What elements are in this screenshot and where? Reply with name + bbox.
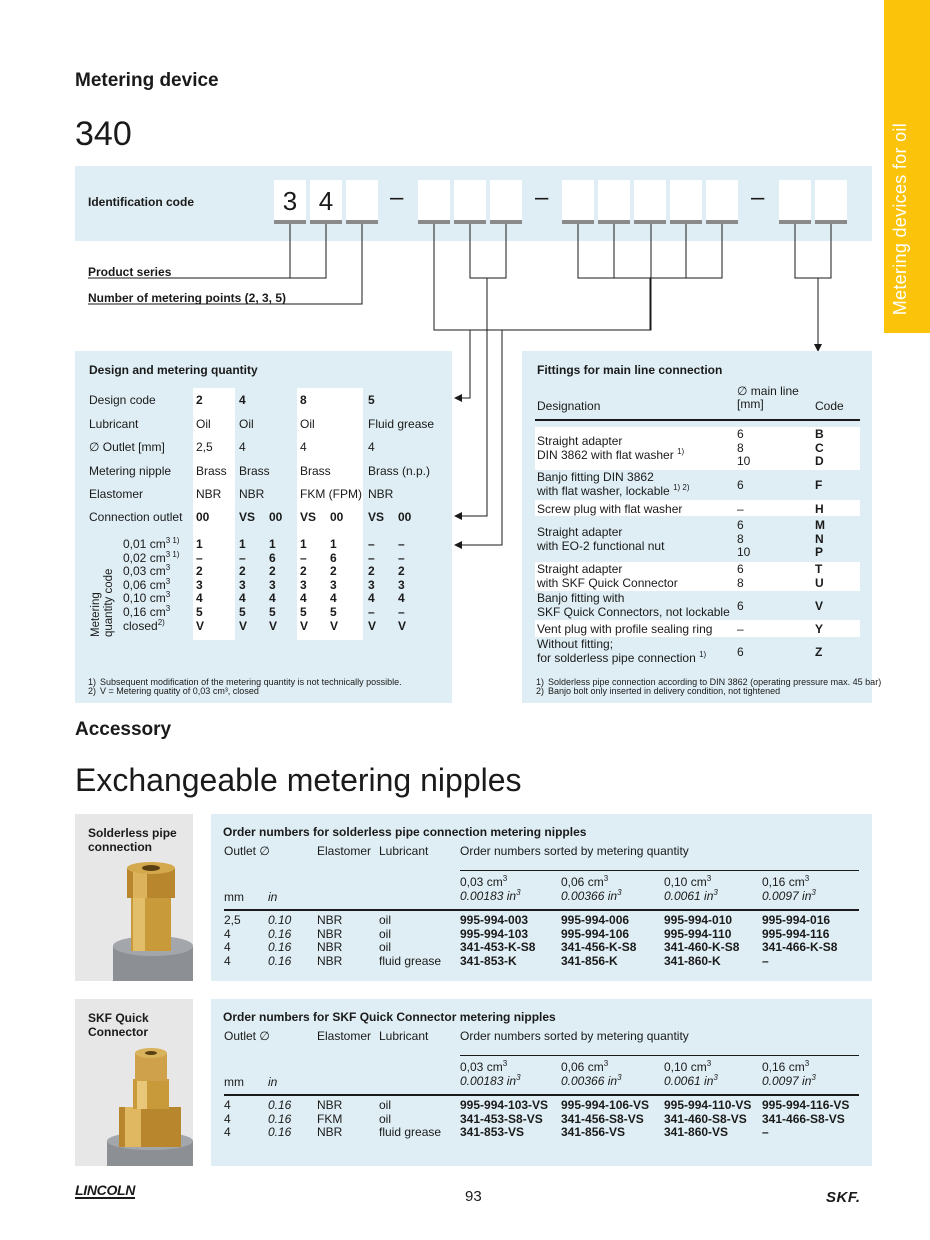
quantity-code: 3 xyxy=(239,577,246,592)
col-sorted: Order numbers sorted by metering quantity xyxy=(460,1029,689,1043)
fittings-designation: Without fitting; for solderless pipe connection $^{1)}$ xyxy=(537,637,707,665)
quantity-code: 2 xyxy=(196,564,203,579)
quantity-code: 6 xyxy=(330,550,337,565)
col-elastomer: Elastomer xyxy=(317,844,372,858)
col-elastomer: Elastomer xyxy=(317,1029,372,1043)
col-sorted: Order numbers sorted by metering quantity xyxy=(460,844,689,858)
design-value: Oil xyxy=(239,417,254,431)
quantity-code: 4 xyxy=(300,591,307,606)
table-column: 0.16 0.16 0.16 xyxy=(268,1098,292,1140)
quantity-code: 2 xyxy=(269,564,276,579)
outlet-value: 00 xyxy=(196,510,210,524)
solderless-nipple-image xyxy=(75,814,193,981)
quantity-code: 2 xyxy=(300,564,307,579)
design-code-value: 5 xyxy=(368,393,375,407)
table-rule xyxy=(460,1055,859,1056)
quantity-axis-line: quantity code xyxy=(103,568,115,637)
design-value: Oil xyxy=(196,417,211,431)
fittings-designation: Vent plug with profile sealing ring xyxy=(537,622,713,636)
quantity-code: – xyxy=(368,550,375,565)
col-lubricant: Lubricant xyxy=(379,1029,429,1043)
fittings-codes: T U xyxy=(815,562,824,590)
design-panel-title: Design and metering quantity xyxy=(89,363,258,377)
order-table-title: Order numbers for SKF Quick Connector metering nipples xyxy=(223,1010,556,1024)
design-value: 4 xyxy=(239,440,246,454)
quantity-code: 3 xyxy=(368,577,375,592)
col-lubricant: Lubricant xyxy=(379,844,429,858)
quantity-header: 0,16 $cm^3$ 0.0097 $in^3$ xyxy=(762,1059,816,1088)
fittings-sizes: 6 xyxy=(737,478,744,492)
quantity-label: 0,10 $cm^3$ xyxy=(123,590,171,606)
outlet-value: VS xyxy=(239,510,256,524)
quantity-code: 3 xyxy=(398,577,405,592)
design-value: Oil xyxy=(300,417,315,431)
unit-mm: mm xyxy=(224,890,244,904)
fittings-sizes: – xyxy=(737,622,744,636)
section-heading: Metering device xyxy=(75,70,219,91)
table-column: 2,5 4 4 4 xyxy=(224,913,241,968)
quantity-code: 1 xyxy=(196,537,203,551)
table-rule xyxy=(224,1094,859,1096)
id-dash: – xyxy=(751,184,765,211)
quantity-code: 2 xyxy=(398,564,405,579)
quantity-code: 3 xyxy=(330,577,337,592)
table-column: 4 4 4 xyxy=(224,1098,231,1140)
fittings-header-designation: Designation xyxy=(537,399,601,413)
fittings-sizes: 6 8 xyxy=(737,562,744,590)
table-column: oil oil fluid grease xyxy=(379,1098,442,1140)
design-value: FKM (FPM) xyxy=(300,487,362,501)
quantity-code: V xyxy=(398,618,407,633)
quantity-label: closed$^{2)}$ xyxy=(123,617,165,633)
quantity-code: – xyxy=(239,550,246,565)
table-rule xyxy=(224,909,859,911)
number-metering-points-label: Number of metering points (2, 3, 5) xyxy=(88,291,287,305)
table-column: NBR NBR NBR NBR xyxy=(317,913,343,968)
quantity-label: 0,06 $cm^3$ xyxy=(123,576,171,592)
quantity-code: 2 xyxy=(330,564,337,579)
unit-in: in xyxy=(268,1075,278,1089)
id-dash: – xyxy=(390,184,404,211)
quantity-code-column xyxy=(269,538,277,633)
fittings-designation: Screw plug with flat washer xyxy=(537,502,683,516)
quantity-code: 1 xyxy=(330,537,337,551)
unit-mm: mm xyxy=(224,1075,244,1089)
order-table-title: Order numbers for solderless pipe connection metering nipples xyxy=(223,825,587,839)
quantity-code: V xyxy=(300,618,309,633)
fittings-sizes: 6 xyxy=(737,645,744,659)
fittings-designation: Straight adapter with EO-2 functional nut xyxy=(537,525,665,553)
table-column: 995-994-110-VS 341-460-S8-VS 341-860-VS xyxy=(664,1098,752,1140)
quantity-header: 0,16 $cm^3$ 0.0097 $in^3$ xyxy=(762,874,816,903)
lincoln-logo: LINCOLN xyxy=(75,1182,136,1198)
design-value: NBR xyxy=(239,487,265,501)
quantity-code: 1 xyxy=(239,537,246,551)
quantity-label: 0,02 $cm^{3 1)}$ xyxy=(123,549,180,565)
quantity-code: 2 xyxy=(239,564,246,579)
quantity-code: 1 xyxy=(300,537,307,551)
product-title: 340 xyxy=(75,115,132,153)
quantity-label: 0,16 $cm^3$ xyxy=(123,603,171,619)
design-row-label: Elastomer xyxy=(89,487,144,501)
fittings-panel-title: Fittings for main line connection xyxy=(537,363,723,377)
table-column: 995-994-010 995-994-110 341-460-K-S8 341-860-K xyxy=(664,913,740,968)
fittings-designation: Banjo fitting DIN 3862 with flat washer, lockable $^{1) 2)}$ xyxy=(537,470,690,498)
quantity-code: – xyxy=(368,537,375,551)
table-column: oil oil oil fluid grease xyxy=(379,913,442,968)
quantity-code: 1 xyxy=(269,537,276,551)
quantity-code: 5 xyxy=(330,604,337,619)
solderless-nipple-photo xyxy=(75,854,193,981)
fittings-designation: Straight adapter DIN 3862 with flat washer $^{1)}$ xyxy=(537,434,685,462)
design-code-value: 2 xyxy=(196,393,203,407)
unit-in: in xyxy=(268,890,278,904)
quantity-code: 4 xyxy=(269,591,276,606)
outlet-value: 00 xyxy=(330,510,344,524)
design-footnote: 1) Subsequent modification of the metering quantity is not technically possible. xyxy=(88,677,402,687)
quantity-code: 2 xyxy=(368,564,375,579)
quantity-code-column xyxy=(196,538,204,633)
quantity-code-column xyxy=(330,538,338,633)
table-column: 995-994-116-VS 341-466-S8-VS – xyxy=(762,1098,850,1140)
fittings-codes: Z xyxy=(815,645,823,659)
quantity-code: – xyxy=(196,550,203,565)
fittings-sizes: 6 8 10 xyxy=(737,518,751,559)
skf-logo: SKF. xyxy=(826,1189,861,1206)
design-value: Brass xyxy=(239,464,270,478)
quantity-code: 5 xyxy=(269,604,276,619)
quantity-code: 4 xyxy=(398,591,405,606)
quantity-code: 4 xyxy=(239,591,246,606)
outlet-value: VS xyxy=(300,510,317,524)
table-column: 995-994-103-VS 341-453-S8-VS 341-853-VS xyxy=(460,1098,549,1140)
quantity-header: 0,10 $cm^3$ 0.0061 $in^3$ xyxy=(664,1059,718,1088)
fittings-codes: B C D xyxy=(815,427,824,468)
design-value: NBR xyxy=(368,487,394,501)
id-cell: 3 xyxy=(274,180,306,224)
fittings-codes: V xyxy=(815,599,824,613)
design-code-value: 4 xyxy=(239,393,246,407)
quantity-header: 0,06 $cm^3$ 0.00366 $in^3$ xyxy=(561,874,622,903)
quick-connector-nipple-photo xyxy=(75,1039,193,1166)
design-value: Fluid grease xyxy=(368,417,435,431)
table-column: 0.10 0.16 0.16 0.16 xyxy=(268,913,292,968)
quantity-axis-label xyxy=(90,569,116,637)
design-footnote: 2) V = Metering quatity of 0,03 cm³, closed xyxy=(88,686,259,696)
fittings-footnote: 1) Solderless pipe connection according to DIN 3862 (operating pressure max. 45 bar) xyxy=(536,677,882,687)
design-value: 4 xyxy=(368,440,375,454)
fittings-codes: H xyxy=(815,502,824,516)
fittings-codes: F xyxy=(815,478,823,492)
design-row-label: Design code xyxy=(89,393,156,407)
quantity-code: V xyxy=(239,618,248,633)
fittings-sizes: – xyxy=(737,502,744,516)
id-dash: – xyxy=(535,184,549,211)
quantity-code: 3 xyxy=(269,577,276,592)
outlet-value: VS xyxy=(368,510,385,524)
quantity-code: 5 xyxy=(239,604,246,619)
accessory-title: Exchangeable metering nipples xyxy=(75,762,522,798)
quantity-code: V xyxy=(269,618,278,633)
quantity-code: 5 xyxy=(196,604,203,619)
quantity-code: V xyxy=(368,618,377,633)
quantity-code: 4 xyxy=(330,591,337,606)
quantity-header: 0,03 $cm^3$ 0.00183 $in^3$ xyxy=(460,874,521,903)
design-value: 2,5 xyxy=(196,440,213,454)
quantity-label: 0,01 $cm^{3 1)}$ xyxy=(123,536,180,551)
quantity-code-column xyxy=(368,538,376,633)
table-column: 995-994-006 995-994-106 341-456-K-S8 341-856-K xyxy=(561,913,637,968)
fittings-designation: Straight adapter with SKF Quick Connector xyxy=(537,562,678,590)
quantity-code: 5 xyxy=(300,604,307,619)
fittings-header-code: Code xyxy=(815,399,844,413)
quantity-label: 0,03 $cm^3$ xyxy=(123,563,171,579)
fittings-codes: Y xyxy=(815,622,824,636)
quantity-code-column xyxy=(398,538,406,633)
quantity-code-column xyxy=(300,538,308,633)
quantity-header: 0,03 $cm^3$ 0.00183 $in^3$ xyxy=(460,1059,521,1088)
nipple-image-label: SKF Quick Connector xyxy=(88,1011,149,1039)
quantity-code: 6 xyxy=(269,550,276,565)
quantity-header: 0,10 $cm^3$ 0.0061 $in^3$ xyxy=(664,874,718,903)
table-column: NBR FKM NBR xyxy=(317,1098,343,1140)
table-column: 995-994-003 995-994-103 341-453-K-S8 341-853-K xyxy=(460,913,536,968)
quick-connector-nipple-image xyxy=(75,999,193,1166)
col-outlet: Outlet ∅ xyxy=(224,1029,270,1043)
page-number: 93 xyxy=(465,1188,482,1205)
fittings-header-line: ∅ main line xyxy=(737,384,799,398)
quantity-code-column xyxy=(239,538,247,633)
table-rule xyxy=(460,870,859,871)
design-row-label: ∅ Outlet [mm] xyxy=(89,440,165,454)
quantity-code: – xyxy=(300,550,307,565)
design-value: Brass (n.p.) xyxy=(368,464,431,478)
quantity-code: – xyxy=(398,604,405,619)
id-cell: 4 xyxy=(310,180,342,224)
design-row-label: Connection outlet xyxy=(89,510,183,524)
design-row-label: Metering nipple xyxy=(89,464,172,478)
design-code-value: 8 xyxy=(300,393,307,407)
fittings-sizes: 6 xyxy=(737,599,744,613)
quantity-code: 3 xyxy=(196,577,203,592)
quantity-code: 4 xyxy=(196,591,203,606)
quantity-code: – xyxy=(368,604,375,619)
quantity-axis-line: Metering xyxy=(90,592,102,637)
table-column: 995-994-016 995-994-116 341-466-K-S8 – xyxy=(762,913,838,968)
fittings-codes: M N P xyxy=(815,518,825,559)
col-outlet: Outlet ∅ xyxy=(224,844,270,858)
fittings-header-main-line xyxy=(737,385,799,411)
quantity-code: 4 xyxy=(368,591,375,606)
fittings-sizes: 6 8 10 xyxy=(737,427,751,468)
outlet-value: 00 xyxy=(398,510,412,524)
design-value: Brass xyxy=(300,464,331,478)
quantity-code: V xyxy=(196,618,205,633)
quantity-code: – xyxy=(398,550,405,565)
fittings-header-line: [mm] xyxy=(737,397,764,411)
quantity-header: 0,06 $cm^3$ 0.00366 $in^3$ xyxy=(561,1059,622,1088)
design-value: NBR xyxy=(196,487,222,501)
quantity-code: V xyxy=(330,618,339,633)
fittings-designation: Banjo fitting with SKF Quick Connectors, not lockable xyxy=(537,591,730,619)
design-value: Brass xyxy=(196,464,227,478)
fittings-footnote: 2) Banjo bolt only inserted in delivery condition, not tightened xyxy=(536,686,781,696)
accessory-heading: Accessory xyxy=(75,719,172,740)
nipple-image-label: Solderless pipe connection xyxy=(88,826,177,854)
identification-code-label: Identification code xyxy=(88,195,195,209)
table-column: 995-994-106-VS 341-456-S8-VS 341-856-VS xyxy=(561,1098,650,1140)
side-tab-label: Metering devices for oil xyxy=(890,122,910,315)
quantity-code: – xyxy=(398,537,405,551)
fittings-header-rule xyxy=(535,419,860,421)
quantity-code: 3 xyxy=(300,577,307,592)
outlet-value: 00 xyxy=(269,510,283,524)
design-row-label: Lubricant xyxy=(89,417,139,431)
product-series-label: Product series xyxy=(88,265,172,279)
quantity-labels xyxy=(123,538,179,633)
design-value: 4 xyxy=(300,440,307,454)
